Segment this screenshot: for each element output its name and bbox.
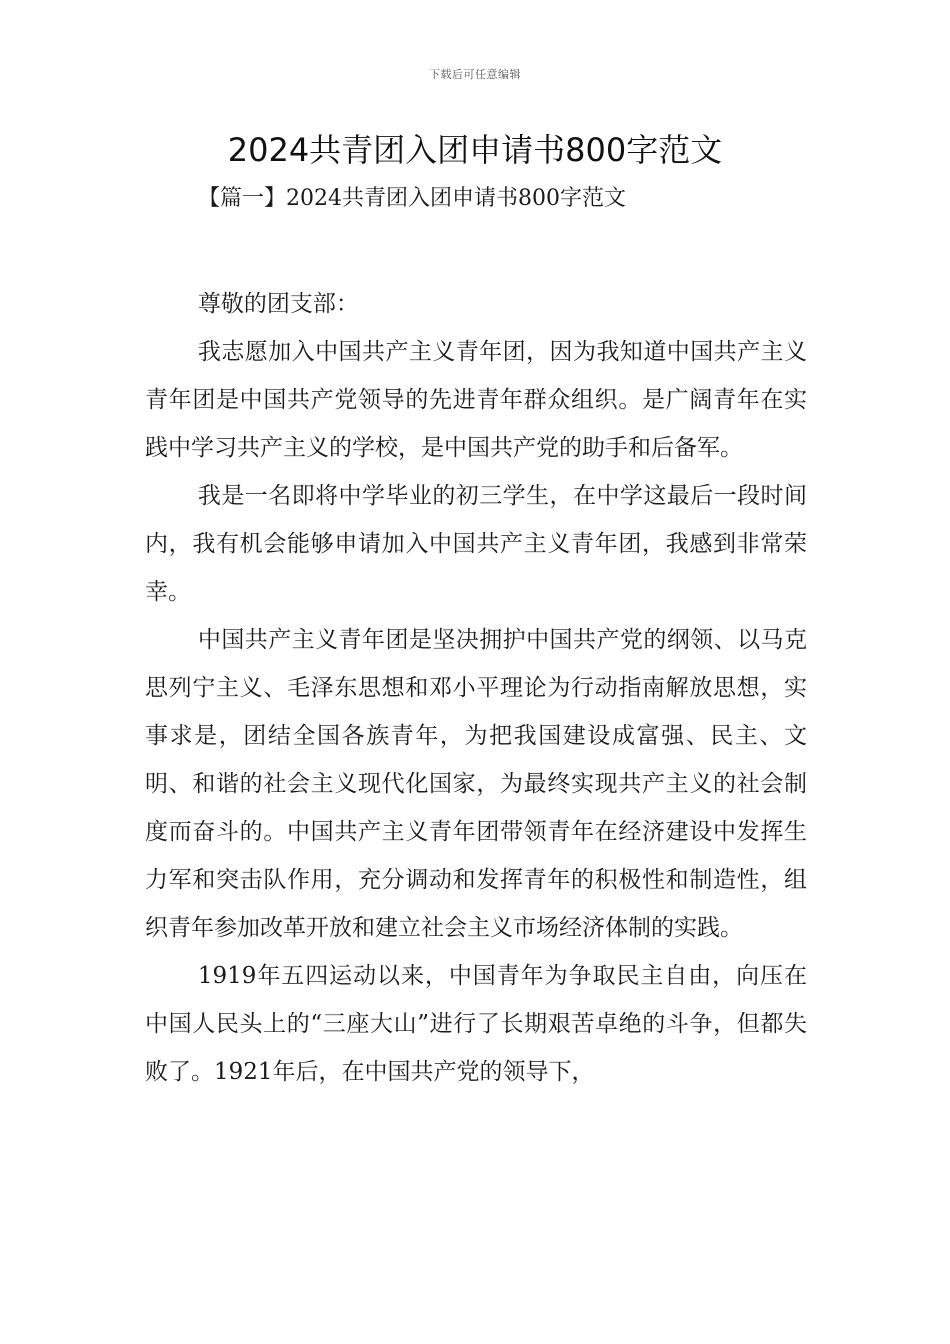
paragraph-2: 我是一名即将中学毕业的初三学生，在中学这最后一段时间内，我有机会能够申请加入中国共产主义青年团，我感到非常荣幸。 <box>145 483 807 605</box>
salutation: 尊敬的团支部： <box>197 291 359 317</box>
document-title: 2024共青团入团申请书800字范文 <box>227 131 723 169</box>
paragraph-3: 中国共产主义青年团是坚决拥护中国共产党的纲领、以马克思列宁主义、毛泽东思想和邓小平理论为行动指南解放思想，实事求是，团结全国各族青年，为把我国建设成富强、民主、文明、和谐的社会主义现代化国家，为最终实现共产主义的社会制度而奋斗的。中国共产主义青年团带领青年在经济建设中发挥生力军和突击队作用，充分调动和发挥青年的积极性和制造性，组织青年参加改革开放和建立社会主义市场经济体制的实践。 <box>145 627 807 941</box>
document-body <box>145 280 807 1096</box>
paragraph-4: 1919年五四运动以来，中国青年为争取民主自由，向压在中国人民头上的“三座大山”进行了长期艰苦卓绝的斗争，但都失败了。1921年后，在中国共产党的领导下， <box>145 963 807 1085</box>
header-note: 下载后可任意编辑 <box>429 68 521 81</box>
section-heading: 【篇一】2024共青团入团申请书800字范文 <box>198 186 626 211</box>
paragraph-1: 我志愿加入中国共产主义青年团，因为我知道中国共产主义青年团是中国共产党领导的先进青年群众组织。是广阔青年在实践中学习共产主义的学校，是中国共产党的助手和后备军。 <box>145 339 807 461</box>
